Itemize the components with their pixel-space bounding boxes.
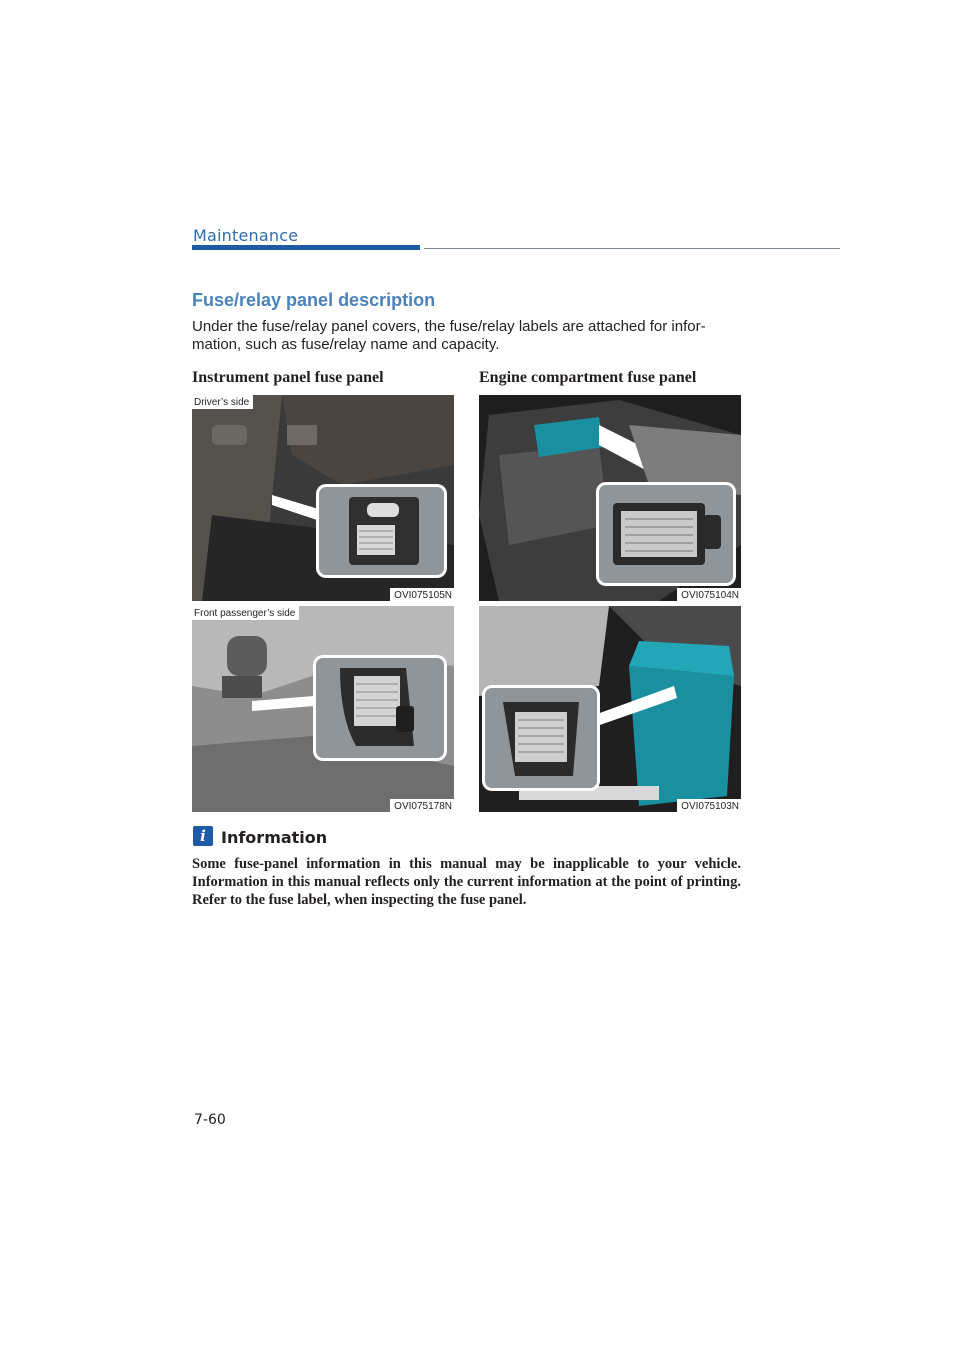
- engine-top-fuse-inset: [599, 485, 733, 583]
- passenger-side-tag: Front passenger’s side: [192, 606, 299, 620]
- drivers-fuse-inset: [319, 487, 444, 575]
- fuse-cover-icon: [319, 487, 444, 575]
- passenger-side-photo: [192, 606, 454, 812]
- figure-code: OVI075105N: [390, 588, 454, 601]
- passenger-fuse-inset: [316, 658, 444, 758]
- section-title: Maintenance: [193, 226, 299, 245]
- page-number: 7-60: [194, 1112, 226, 1128]
- info-title: Information: [221, 828, 328, 847]
- figure-code: OVI075178N: [390, 799, 454, 812]
- intro-paragraph: Under the fuse/relay panel covers, the fuse/relay labels are attached for infor-mation, such as fuse/relay name and capacity.: [192, 318, 706, 353]
- drivers-side-tag: Driver’s side: [192, 395, 253, 409]
- header-rule-thick: [192, 245, 420, 250]
- engine-bottom-fuse-inset: [485, 688, 597, 788]
- drivers-side-photo: [192, 395, 454, 601]
- figure-code: OVI075103N: [677, 799, 741, 812]
- header-rule-thin: [424, 248, 840, 249]
- info-icon: i: [193, 826, 213, 846]
- engine-compartment-photo-bottom: [479, 606, 741, 812]
- fuse-box-icon: [599, 485, 733, 583]
- fuse-cover-icon: [316, 658, 444, 758]
- instrument-panel-title: Instrument panel fuse panel: [192, 369, 384, 386]
- engine-compartment-title: Engine compartment fuse panel: [479, 369, 697, 386]
- page-heading: Fuse/relay panel description: [192, 290, 436, 310]
- fuse-box-icon: [485, 688, 597, 788]
- engine-compartment-photo-top: [479, 395, 741, 601]
- info-text: Some fuse-panel information in this manual may be inapplicable to your vehicle. Information in this manual reflects only the current information at the point of printing. Refer to the fuse label, when inspecting the fuse panel.: [192, 856, 741, 908]
- figure-code: OVI075104N: [677, 588, 741, 601]
